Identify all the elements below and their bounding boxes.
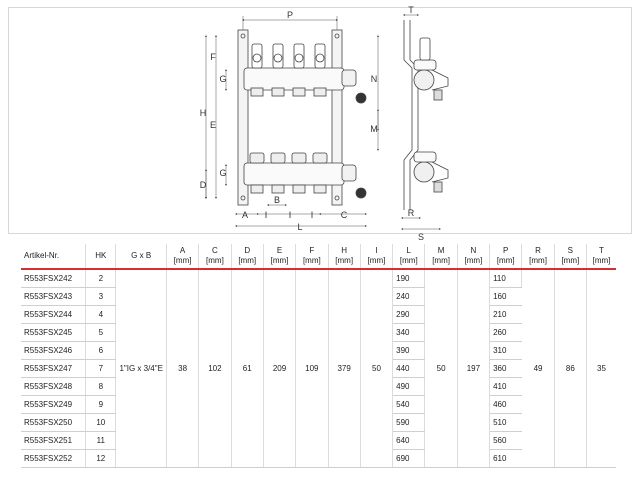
cell-merged-f: 109 — [296, 269, 328, 468]
cell-p: 110 — [490, 269, 522, 288]
cell-hk: 11 — [86, 432, 116, 450]
dim-label-P: P — [286, 10, 294, 20]
cell-p: 460 — [490, 396, 522, 414]
outlets-bottom — [251, 185, 326, 193]
spec-table — [21, 244, 616, 468]
cell-hk: 5 — [86, 324, 116, 342]
dim-label-I-3: I — [310, 210, 314, 220]
cell-l: 240 — [393, 288, 425, 306]
cell-p: 310 — [490, 342, 522, 360]
table-row — [21, 269, 616, 288]
dim-label-T: T — [408, 5, 414, 15]
cell-l: 590 — [393, 414, 425, 432]
cell-hk: 6 — [86, 342, 116, 360]
dim-label-I-2: I — [288, 210, 292, 220]
supply-bar — [244, 68, 344, 90]
cell-artikel: R553FSX246 — [21, 342, 86, 360]
cell-p: 260 — [490, 324, 522, 342]
column-header: T [mm] — [592, 246, 611, 265]
cell-l: 440 — [393, 360, 425, 378]
column-header: E [mm] — [263, 244, 295, 269]
cell-l: 390 — [393, 342, 425, 360]
cell-p: 610 — [490, 450, 522, 468]
cell-p: 160 — [490, 288, 522, 306]
cell-artikel: R553FSX242 — [21, 269, 86, 288]
cell-merged-h: 379 — [328, 269, 360, 468]
dim-label-E: E — [209, 120, 217, 130]
column-header: Artikel-Nr. — [21, 244, 86, 269]
cell-hk: 7 — [86, 360, 116, 378]
column-header: S [mm] — [554, 244, 586, 269]
cell-hk: 3 — [86, 288, 116, 306]
cell-artikel: R553FSX243 — [21, 288, 86, 306]
cell-hk: 4 — [86, 306, 116, 324]
column-header: I [mm] — [360, 244, 392, 269]
cell-l: 190 — [393, 269, 425, 288]
column-header: F [mm] — [296, 244, 328, 269]
column-header: M [mm] — [425, 244, 457, 269]
cell-merged-i: 50 — [360, 269, 392, 468]
cell-artikel: R553FSX248 — [21, 378, 86, 396]
column-header: R [mm] — [522, 244, 554, 269]
cell-merged-n: 197 — [457, 269, 489, 468]
cell-hk: 9 — [86, 396, 116, 414]
cell-merged-c: 102 — [199, 269, 231, 468]
cell-p: 560 — [490, 432, 522, 450]
side-view-bracket — [410, 20, 418, 210]
column-header: L [mm] — [393, 244, 425, 269]
cell-l: 690 — [393, 450, 425, 468]
dim-label-M: M — [370, 124, 378, 134]
dim-label-G-bottom: G — [219, 168, 227, 178]
dim-label-C: C — [340, 210, 348, 220]
cell-merged-s: 86 — [554, 269, 586, 468]
return-bar — [244, 163, 344, 185]
dim-label-F: F — [210, 52, 216, 62]
cell-merged-m: 50 — [425, 269, 457, 468]
cell-merged-gxb: 1"IG x 3/4"E — [116, 269, 167, 468]
column-header: N [mm] — [457, 244, 489, 269]
cell-merged-a: 38 — [166, 269, 198, 468]
cell-artikel: R553FSX252 — [21, 450, 86, 468]
dim-label-H: H — [199, 108, 207, 118]
cell-merged-t: 35 — [587, 269, 617, 468]
cell-merged-r: 49 — [522, 269, 554, 468]
cell-hk: 10 — [86, 414, 116, 432]
dim-label-N: N — [370, 74, 378, 84]
cell-l: 340 — [393, 324, 425, 342]
column-header: G x B — [116, 244, 167, 269]
cell-merged-e: 209 — [263, 269, 295, 468]
dim-label-B: B — [273, 195, 281, 205]
dim-label-G-top: G — [219, 74, 227, 84]
cell-l: 540 — [393, 396, 425, 414]
column-header: H [mm] — [328, 244, 360, 269]
cell-artikel: R553FSX251 — [21, 432, 86, 450]
flow-meters — [252, 44, 325, 68]
dim-label-D: D — [199, 180, 207, 190]
cell-p: 410 — [490, 378, 522, 396]
cell-l: 640 — [393, 432, 425, 450]
dim-label-R: R — [407, 208, 415, 218]
cell-artikel: R553FSX244 — [21, 306, 86, 324]
dim-label-L: L — [297, 222, 303, 232]
column-header: D [mm] — [231, 244, 263, 269]
cell-artikel: R553FSX247 — [21, 360, 86, 378]
dim-label-A: A — [241, 210, 249, 220]
cell-p: 510 — [490, 414, 522, 432]
column-header: C [mm] — [199, 244, 231, 269]
cell-l: 290 — [393, 306, 425, 324]
cell-p: 360 — [490, 360, 522, 378]
dim-label-S: S — [417, 232, 425, 240]
column-header: A [mm] — [166, 244, 198, 269]
cell-artikel: R553FSX249 — [21, 396, 86, 414]
dim-label-I-1: I — [264, 210, 268, 220]
column-header: HK — [86, 244, 116, 269]
cell-hk: 2 — [86, 269, 116, 288]
valve-caps — [250, 153, 327, 163]
cell-hk: 8 — [86, 378, 116, 396]
cell-merged-d: 61 — [231, 269, 263, 468]
column-header: P [mm] — [490, 244, 522, 269]
cell-l: 490 — [393, 378, 425, 396]
cell-artikel: R553FSX250 — [21, 414, 86, 432]
table-header-row — [21, 244, 616, 269]
cell-hk: 12 — [86, 450, 116, 468]
cell-artikel: R553FSX245 — [21, 324, 86, 342]
cell-p: 210 — [490, 306, 522, 324]
